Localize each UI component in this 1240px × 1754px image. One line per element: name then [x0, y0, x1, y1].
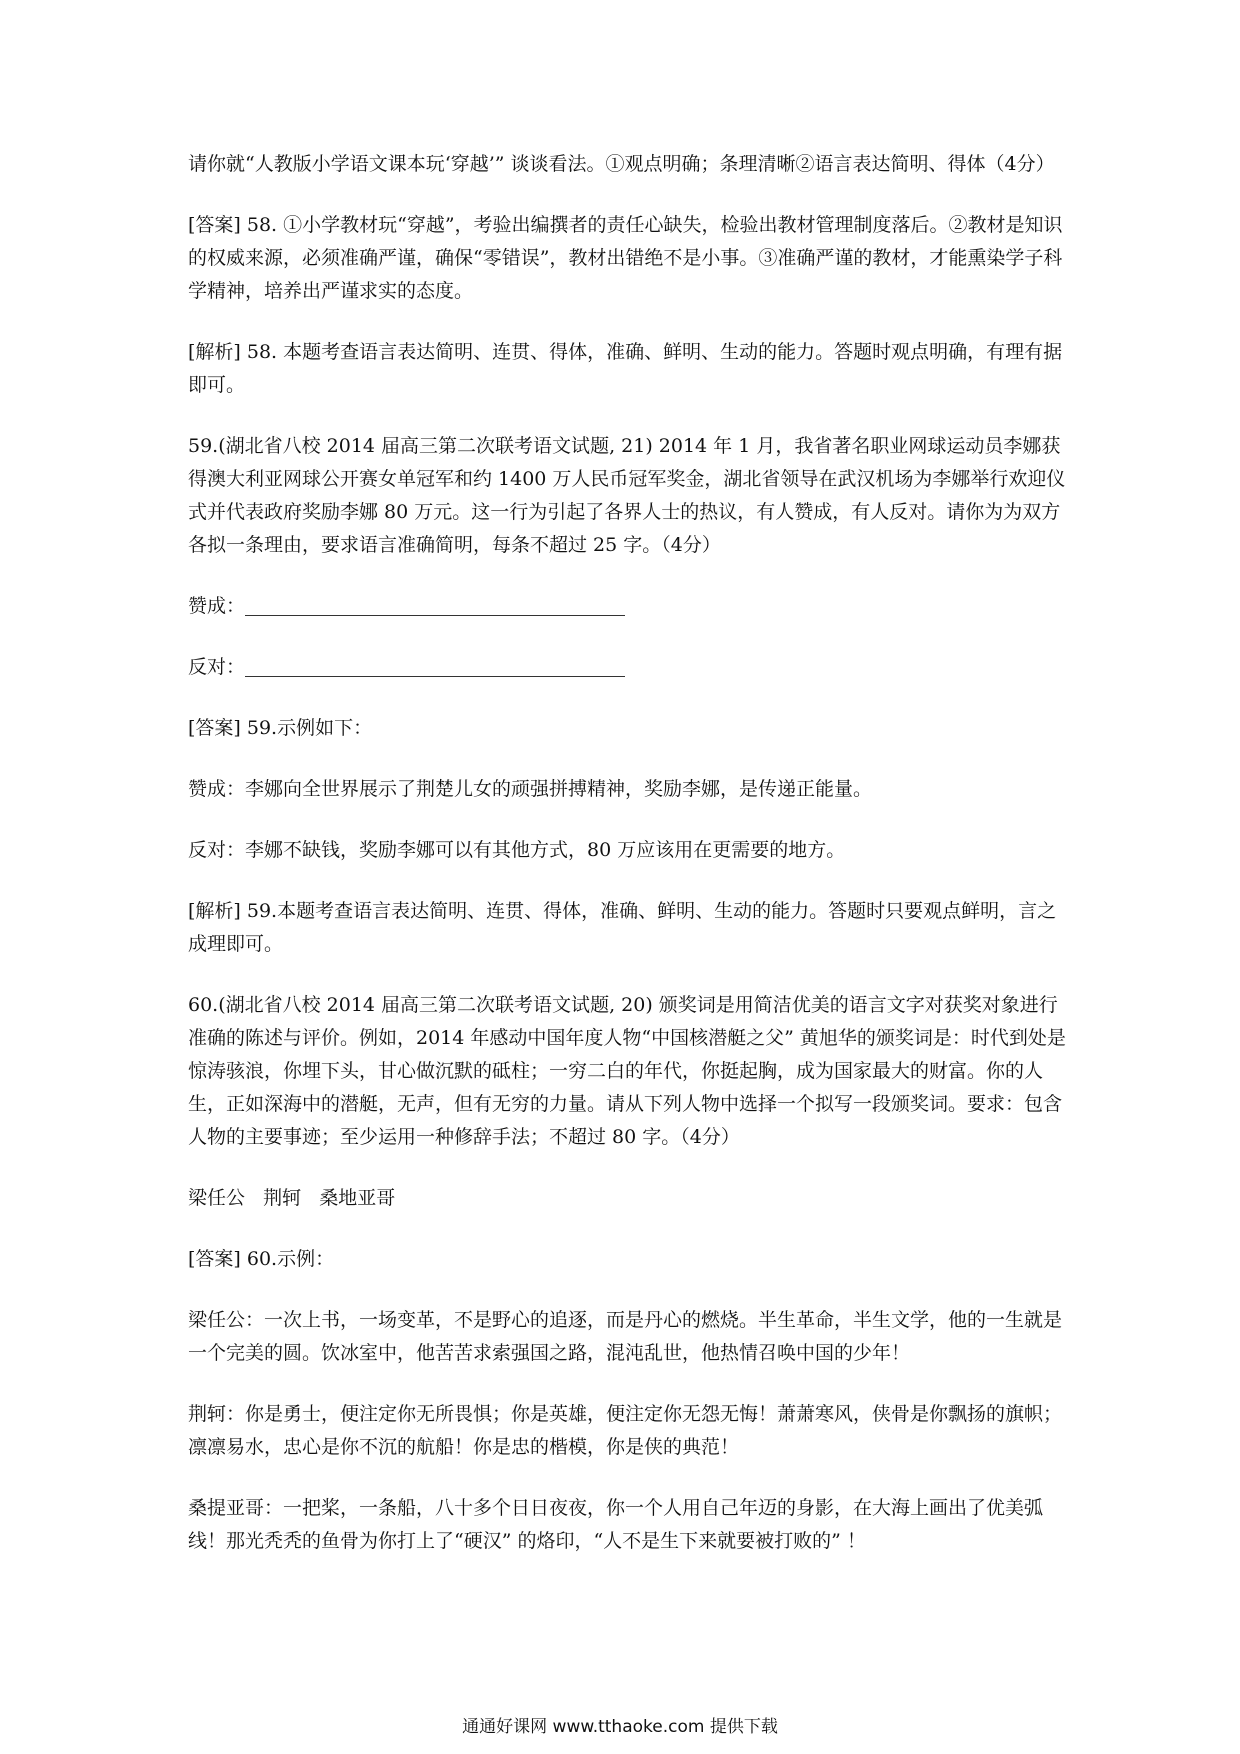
analysis-59: [解析] 59.本题考查语言表达简明、连贯、得体，准确、鲜明、生动的能力。答题时只要观点鲜明，言之成理即可。 [188, 900, 1057, 955]
analysis-58: [解析] 58. 本题考查语言表达简明、连贯、得体，准确、鲜明、生动的能力。答题时观点明确，有理有据即可。 [188, 341, 1063, 396]
oppose-line [188, 651, 1068, 684]
approve-blank [245, 593, 625, 616]
answer-60-heading: [答案] 60.示例： [188, 1248, 335, 1270]
answer-59-approve: 赞成：李娜向全世界展示了荆楚儿女的顽强拼搏精神，奖励李娜，是传递正能量。 [188, 778, 873, 800]
answer-60-santiago: 桑提亚哥：一把桨，一条船，八十多个日日夜夜，你一个人用自己年迈的身影，在大海上画出了优美弧线！那光秃秃的鱼骨为你打上了“硬汉” 的烙印，“人不是生下来就要被打败的” ！ [188, 1497, 1044, 1552]
page-footer: 通通好课网 www.tthaoke.com 提供下载 [462, 1717, 778, 1737]
answer-60-liang: 梁任公：一次上书，一场变革，不是野心的追逐，而是丹心的燃烧。半生革命，半生文学，他的一生就是一个完美的圆。饮冰室中，他苦苦求索强国之路，混沌乱世，他热情召唤中国的少年！ [188, 1309, 1063, 1364]
oppose-label: 反对： [188, 656, 246, 678]
question-58-prompt: 请你就“人教版小学语文课本玩‘穿越’” 谈谈看法。①观点明确；条理清晰②语言表达简明、得体（4分） [188, 153, 1055, 175]
answer-59-oppose: 反对：李娜不缺钱，奖励李娜可以有其他方式，80 万应该用在更需要的地方。 [188, 839, 846, 861]
question-59: 59.(湖北省八校 2014 届高三第二次联考语文试题, 21) 2014 年 1 月，我省著名职业网球运动员李娜获得澳大利亚网球公开赛女单冠军和约 1400 万人民币冠军奖金，湖北省领导在武汉机场为李娜举行欢迎仪式并代表政府奖励李娜 80 万元。这一行为引起了各界人士的热议，有人赞成，有人反对。请你为为双方各拟一条理由，要求语言准确简明，每条不超过 25 字。（4分） [188, 435, 1066, 556]
question-60-options: 梁任公 荆轲 桑地亚哥 [188, 1187, 396, 1209]
answer-58: [答案] 58. ①小学教材玩“穿越”，考验出编撰者的责任心缺失，检验出教材管理制度落后。②教材是知识的权威来源，必须准确严谨，确保“零错误”，教材出错绝不是小事。③准确严谨的教材，才能熏染学子科学精神，培养出严谨求实的态度。 [188, 214, 1063, 302]
answer-59-heading: [答案] 59.示例如下： [188, 717, 373, 739]
oppose-blank [245, 654, 625, 677]
question-60: 60.(湖北省八校 2014 届高三第二次联考语文试题, 20) 颁奖词是用简洁优美的语言文字对获奖对象进行准确的陈述与评价。例如，2014 年感动中国年度人物“中国核潜艇之父” 黄旭华的颁奖词是：时代到处是惊涛骇浪，你埋下头，甘心做沉默的砥柱；一穷二白的年代，你挺起胸，成为国家最大的财富。你的人生，正如深海中的潜艇，无声，但有无穷的力量。请从下列人物中选择一个拟写一段颁奖词。要求：包含人物的主要事迹；至少运用一种修辞手法；不超过 80 字。（4分） [188, 994, 1066, 1148]
answer-60-jingke: 荆轲：你是勇士，便注定你无所畏惧；你是英雄，便注定你无怨无悔！萧萧寒风，侠骨是你飘扬的旗帜；凛凛易水，忠心是你不沉的航船！你是忠的楷模，你是侠的典范！ [188, 1403, 1063, 1458]
document-body [188, 148, 1068, 1586]
approve-line [188, 590, 1068, 623]
approve-label: 赞成： [188, 595, 246, 617]
